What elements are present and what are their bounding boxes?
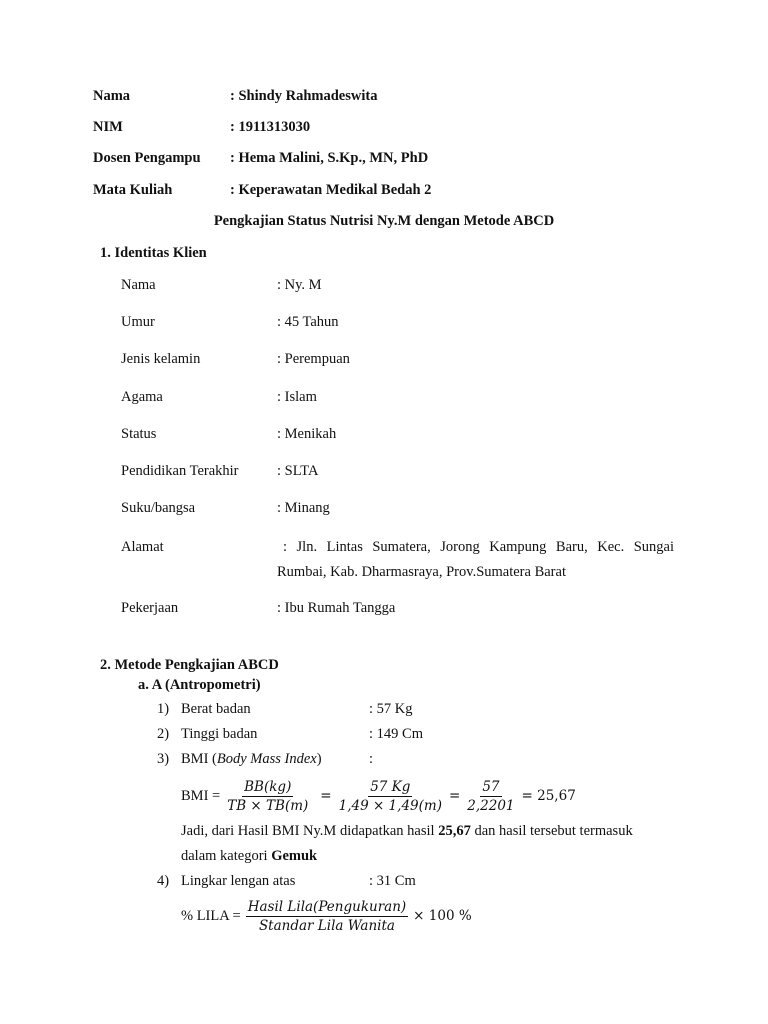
bmi-conclusion-value: 25,67 xyxy=(438,823,471,839)
section2-heading: 2. Metode Pengkajian ABCD xyxy=(100,657,279,673)
bmi-fraction-values xyxy=(337,779,444,814)
bmi-label-prefix: BMI ( xyxy=(181,751,217,767)
bmi-fraction-simplified xyxy=(465,779,516,814)
lila-fraction xyxy=(246,899,408,934)
bmi-formula-numerator: BB(kg) xyxy=(244,778,292,795)
client-label-status: Status xyxy=(121,426,157,442)
client-value-jenis-kelamin: : Perempuan xyxy=(277,351,350,367)
client-value-pendidikan: : SLTA xyxy=(277,463,319,479)
item2-label: Tinggi badan xyxy=(181,726,258,742)
item4-number: 4) xyxy=(157,873,170,889)
header-value-nama: : Shindy Rahmadeswita xyxy=(230,88,378,104)
bmi-fraction-formula xyxy=(225,779,310,814)
client-value-suku: : Minang xyxy=(277,500,330,516)
item3-label xyxy=(181,751,322,768)
client-label-agama: Agama xyxy=(121,389,163,405)
lila-denominator: Standar Lila Wanita xyxy=(258,917,395,934)
bmi-simplified-numerator: 57 xyxy=(482,778,500,795)
bmi-formula-denominator: TB × TB(m) xyxy=(227,797,309,814)
header-label-nama: Nama xyxy=(93,88,131,104)
bmi-label-italic: Body Mass Index xyxy=(216,751,317,767)
item3-colon: : xyxy=(369,751,374,767)
bmi-category: Gemuk xyxy=(271,848,318,864)
client-value-alamat-line2: Rumbai, Kab. Dharmasraya, Prov.Sumatera Barat xyxy=(277,564,566,580)
header-label-nim: NIM xyxy=(93,119,123,135)
client-label-pekerjaan: Pekerjaan xyxy=(121,600,179,616)
document-title: Pengkajian Status Nutrisi Ny.M dengan Metode ABCD xyxy=(213,213,555,229)
bmi-values-numerator: 57 Kg xyxy=(370,778,411,795)
client-value-status: : Menikah xyxy=(277,426,337,442)
item2-value: : 149 Cm xyxy=(369,726,423,742)
item1-value: : 57 Kg xyxy=(369,701,413,717)
bmi-label-suffix: ) xyxy=(316,751,322,767)
header-value-matkul: : Keperawatan Medikal Bedah 2 xyxy=(230,182,432,198)
header-label-matkul: Mata Kuliah xyxy=(93,182,173,198)
item1-label: Berat badan xyxy=(181,701,251,717)
client-value-alamat-line1: : Jln. Lintas Sumatera, Jorong Kampung Baru, Kec. Sungai xyxy=(283,539,674,555)
bmi-category-pre: dalam kategori xyxy=(181,848,272,864)
bmi-eq-label: BMI = xyxy=(181,787,221,804)
item1-number: 1) xyxy=(157,701,170,717)
bmi-conclusion-pre: Jadi, dari Hasil BMI Ny.M didapatkan hasil xyxy=(181,823,439,839)
lila-multiplier: × 100 % xyxy=(413,908,472,924)
section2-sub-a: a. A (Antropometri) xyxy=(138,677,261,693)
bmi-conclusion-line2 xyxy=(181,848,317,865)
lila-numerator: Hasil Lila(Pengukuran) xyxy=(247,898,407,915)
bmi-equals-1: = xyxy=(320,788,332,804)
bmi-result: = 25,67 xyxy=(521,788,576,804)
item4-value: : 31 Cm xyxy=(369,873,416,889)
item4-label: Lingkar lengan atas xyxy=(181,873,296,889)
client-value-pekerjaan: : Ibu Rumah Tangga xyxy=(277,600,396,616)
client-label-suku: Suku/bangsa xyxy=(121,500,196,516)
header-value-dosen: : Hema Malini, S.Kp., MN, PhD xyxy=(230,150,429,166)
client-label-jenis-kelamin: Jenis kelamin xyxy=(121,351,201,367)
bmi-equation xyxy=(181,776,581,816)
bmi-conclusion-line1 xyxy=(181,823,633,840)
bmi-conclusion-post: dan hasil tersebut termasuk xyxy=(470,823,633,839)
client-label-nama: Nama xyxy=(121,277,156,293)
bmi-simplified-denominator: 2,2201 xyxy=(467,797,515,814)
client-value-nama: : Ny. M xyxy=(277,277,322,293)
bmi-equals-2: = xyxy=(448,788,461,804)
item3-number: 3) xyxy=(157,751,170,767)
lila-eq-label: % LILA = xyxy=(181,907,241,924)
section1-heading: 1. Identitas Klien xyxy=(100,245,207,261)
header-value-nim: : 1911313030 xyxy=(230,119,311,135)
client-value-agama: : Islam xyxy=(277,389,317,405)
header-label-dosen: Dosen Pengampu xyxy=(93,150,201,166)
client-value-umur: : 45 Tahun xyxy=(277,314,339,330)
bmi-values-denominator: 1,49 × 1,49(m) xyxy=(338,797,442,814)
item2-number: 2) xyxy=(157,726,170,742)
client-label-umur: Umur xyxy=(121,314,155,330)
client-label-pendidikan: Pendidikan Terakhir xyxy=(121,463,239,479)
lila-equation xyxy=(181,896,477,936)
client-label-alamat: Alamat xyxy=(121,539,164,555)
